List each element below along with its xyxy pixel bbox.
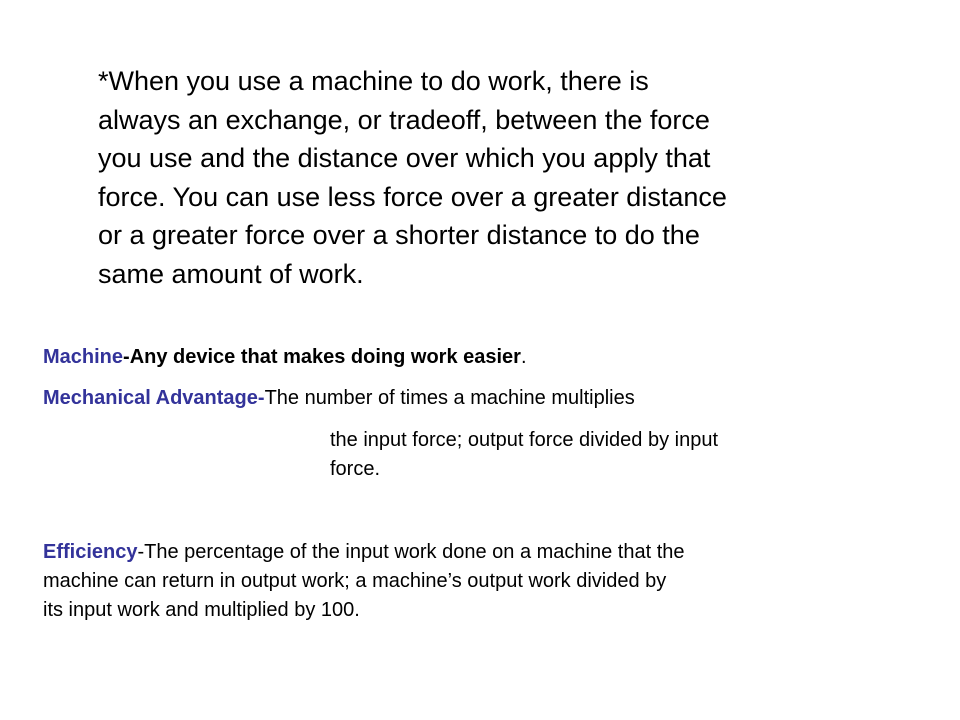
intro-line: *When you use a machine to do work, there is bbox=[98, 66, 649, 96]
intro-line: always an exchange, or tradeoff, between the force bbox=[98, 104, 710, 135]
intro-line: same amount of work. bbox=[98, 258, 364, 289]
intro-paragraph bbox=[98, 62, 868, 293]
mechanical-advantage-dash: - bbox=[257, 387, 265, 409]
mechanical-advantage-definition-text: The number of times a machine multiplies bbox=[264, 387, 635, 409]
efficiency-line: machine can return in output work; a machine’s output work divided by bbox=[43, 570, 667, 592]
efficiency-text: -The percentage of the input work done on a machine that the bbox=[137, 541, 685, 563]
mechanical-advantage-term: Mechanical Advantage bbox=[43, 387, 258, 409]
efficiency-line: its input work and multiplied by 100. bbox=[43, 599, 360, 621]
machine-definition-text: -Any device that makes doing work easier bbox=[123, 346, 521, 368]
efficiency-definition bbox=[43, 538, 923, 625]
machine-period: . bbox=[520, 346, 527, 368]
mechanical-advantage-continuation-line: the input force; output force divided by input bbox=[330, 429, 719, 451]
intro-line: force. You can use less force over a greater distance bbox=[98, 181, 727, 212]
intro-line: or a greater force over a shorter distance to do the bbox=[98, 220, 700, 250]
mechanical-advantage-continuation bbox=[330, 426, 718, 484]
mechanical-advantage-continuation-line: force. bbox=[330, 458, 381, 480]
machine-definition bbox=[43, 345, 527, 369]
intro-line: you use and the distance over which you apply that bbox=[98, 143, 711, 173]
machine-term: Machine bbox=[43, 346, 124, 368]
mechanical-advantage-definition bbox=[43, 386, 635, 410]
efficiency-line bbox=[43, 538, 923, 567]
efficiency-term: Efficiency bbox=[43, 541, 138, 563]
